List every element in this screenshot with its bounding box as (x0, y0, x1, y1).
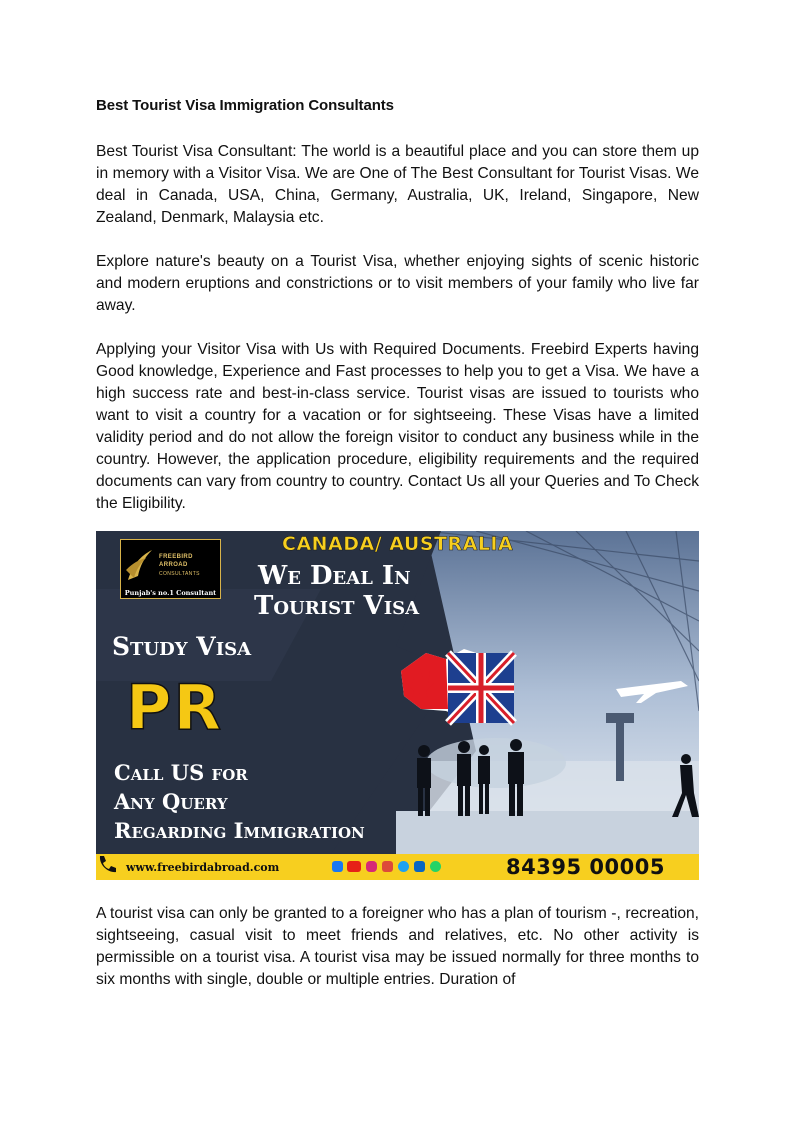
google-plus-icon (382, 861, 393, 872)
banner-deal-line-2: Tourist Visa (254, 591, 420, 621)
banner-call-line-3: Regarding Immigration (114, 818, 365, 843)
promo-banner-image (96, 531, 699, 880)
banner-countries: CANADA/ AUSTRALIA (282, 533, 514, 555)
paragraph-intro: Best Tourist Visa Consultant: The world is a beautiful place and you can store them up in memory with a Visitor Visa. We are One of The Best Consultant for Tourist Visas. We deal in Canada, USA, China, Germany, Australia, UK, Ireland, Singapore, New Zealand, Denmark, Malaysia etc. (96, 143, 699, 226)
logo-tagline: Punjab's no.1 Consultant (124, 589, 217, 597)
banner-contact-bar (96, 854, 699, 880)
banner-website: www.freebirdabroad.com (126, 861, 280, 874)
banner-study-visa: Study Visa (112, 632, 252, 661)
banner-deal-line-1: We Deal In (258, 561, 411, 591)
logo-line-1: FREEBIRD (159, 554, 193, 560)
freebird-logo (120, 539, 221, 599)
youtube-icon (347, 861, 361, 872)
page-title: Best Tourist Visa Immigration Consultants (96, 97, 394, 114)
instagram-icon (366, 861, 377, 872)
facebook-icon (332, 861, 343, 872)
paragraph-explore: Explore nature's beauty on a Tourist Visa, whether enjoying sights of scenic historic and modern eruptions and constrictions or to visit members of your family who live far away. (96, 253, 699, 314)
banner-phone-number: 84395 00005 (506, 855, 665, 879)
phone-icon (96, 854, 118, 874)
whatsapp-icon (430, 861, 441, 872)
banner-call-line-2: Any Query (114, 789, 228, 814)
paragraph-tourist-visa: A tourist visa can only be granted to a foreigner who has a plan of tourism -, recreation, sightseeing, casual visit to meet friends and relatives, etc. No other activity is permissible on a tourist visa. A tourist visa may be issued normally for three months to six months with single, double or multiple entries. Duration of (96, 905, 699, 988)
paragraph-apply: Applying your Visitor Visa with Us with Required Documents. Freebird Experts having Good knowledge, Experience and Fast processes to help you to get a Visa. We have a high success rate and best-in-class service. Tourist visas are issued to tourists who want to visit a country for a vacation or for sightseeing. These Visas have a limited validity period and do not allow the foreign visitor to conduct any business while in the country. However, the application procedure, eligibility requirements and the required documents can vary from country to country. Contact Us all your Queries and To Check the Eligibility. (96, 341, 699, 512)
twitter-icon (398, 861, 409, 872)
logo-line-3: CONSULTANTS (159, 571, 200, 577)
bird-logo-icon (124, 546, 154, 584)
banner-call-line-1: Call US for (114, 760, 248, 785)
logo-line-2: ARROAD (159, 562, 188, 568)
linkedin-icon (414, 861, 425, 872)
banner-pr: PR (126, 671, 224, 744)
